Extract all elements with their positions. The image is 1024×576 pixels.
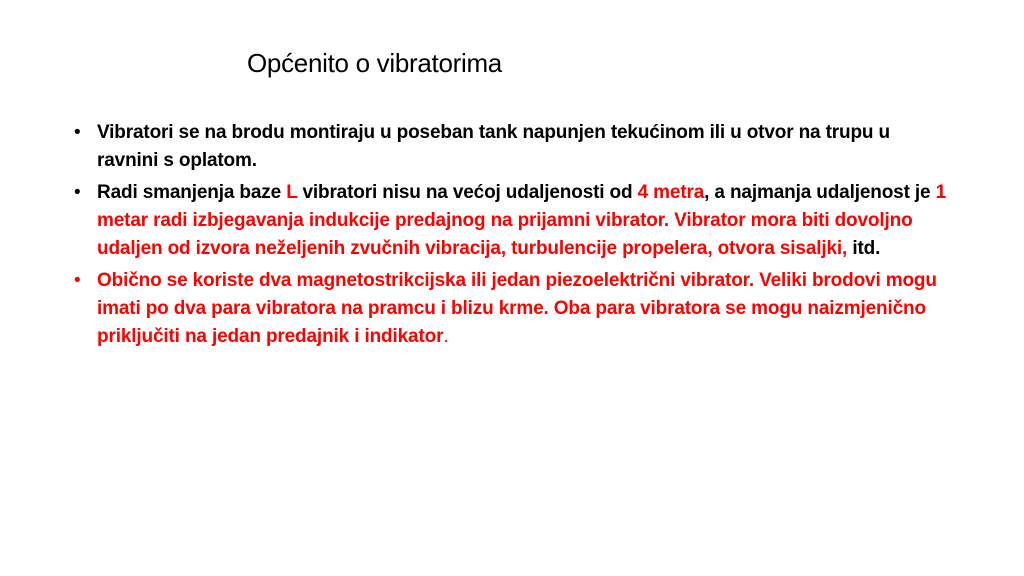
bullet-item-2 [74,179,954,263]
bullet-dot: • [74,122,81,143]
highlight-text: 4 metra [637,182,705,203]
highlight-text: . [443,326,449,347]
bullet-text: Radi smanjenja baze [97,182,287,203]
highlight-text: Obično se koriste dva magnetostrikcijska ili jedan piezoelektrični vibrator. Veliki brodovi mogu imati po dva para vibratora na pramcu i blizu krme. Oba para vibratora se mogu naizmjenično priključiti na jedan predajnik i indikator [97,270,937,347]
bullet-dot: • [74,182,81,203]
bullet-text: itd. [847,238,881,259]
slide-title: Općenito o vibratorima [247,48,502,78]
bullet-item-3 [74,267,954,351]
bullet-text: , a najmanja udaljenost je [704,182,936,203]
highlight-text: L [286,182,298,203]
bullet-text: vibratori nisu na većoj udaljenosti od [297,182,638,203]
bullet-text: Vibratori se na brodu montiraju u poseban tank napunjen tekućinom ili u otvor na trupu u ravnini s oplatom. [97,122,890,171]
bullet-list [74,119,954,355]
bullet-item-1 [74,119,954,175]
highlight-text: 1 metar radi izbjegavanja indukcije predajnog na prijamni vibrator. Vibrator mora biti dovoljno udaljen od izvora neželjenih zvučnih vibracija, turbulencije propelera, otvora sisaljki, [97,182,946,259]
bullet-dot: • [74,270,81,291]
